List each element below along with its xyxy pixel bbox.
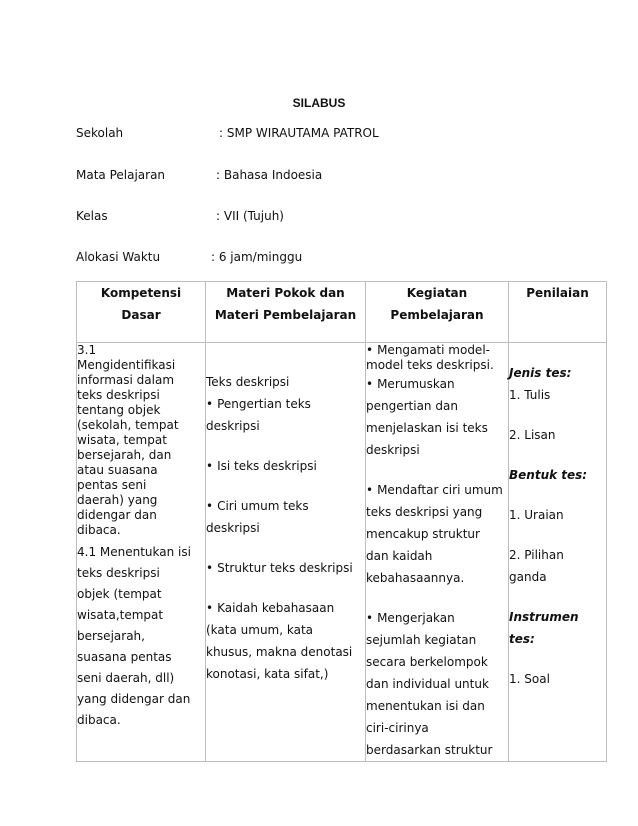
text-line: deskripsi	[206, 521, 260, 535]
bullet-item: • Mengamati model-	[366, 343, 508, 358]
header-materi	[206, 282, 366, 343]
text-line: 2. Lisan	[509, 428, 556, 442]
text-line: pentas seni	[77, 478, 147, 492]
header-line: Materi Pembelajaran	[214, 308, 357, 322]
text-line: 3.1	[77, 343, 97, 357]
text-line: dibaca.	[77, 523, 121, 537]
text-line: kebahasaannya.	[366, 571, 465, 585]
text-line: deskripsi	[206, 419, 260, 433]
text-line: (kata umum, kata	[206, 623, 314, 637]
text-line: tentang objek	[77, 403, 161, 417]
text-line: teks deskripsi	[77, 388, 160, 402]
text-line: Teks deskripsi	[206, 375, 290, 389]
header-kompetensi	[77, 282, 206, 343]
instrumen-tes-label: Instrumen	[509, 610, 579, 624]
text-line: wisata, tempat	[77, 433, 167, 447]
bullet-item: • Mendaftar ciri umum	[366, 479, 508, 501]
text-line: 2. Pilihan	[509, 548, 564, 562]
text-line: atau suasana	[77, 463, 158, 477]
header-line: Dasar	[121, 308, 161, 322]
jenis-tes-label: Jenis tes:	[509, 366, 572, 380]
text-line: 1. Tulis	[509, 388, 551, 402]
text-line: dan kaidah	[366, 549, 433, 563]
table-row	[77, 343, 607, 762]
text-line: menjelaskan isi teks	[366, 421, 488, 435]
info-label: Sekolah	[76, 126, 124, 140]
info-label: Kelas	[76, 209, 108, 223]
text-line: ganda	[509, 570, 547, 584]
header-kegiatan	[366, 282, 509, 343]
info-value: : SMP WIRAUTAMA PATROL	[219, 126, 379, 140]
text-line: teks deskripsi	[77, 566, 160, 580]
header-line: Pembelajaran	[390, 308, 484, 322]
text-line: menentukan isi dan	[366, 699, 485, 713]
text-line: konotasi, kata sifat,)	[206, 667, 329, 681]
text-line: ciri-cirinya	[366, 721, 429, 735]
text-line: dan individual untuk	[366, 677, 489, 691]
text-line: suasana pentas	[77, 650, 172, 664]
instrumen-tes-label: tes:	[509, 632, 535, 646]
text-line: 1. Soal	[509, 672, 550, 686]
text-line: bersejarah, dan	[77, 448, 172, 462]
bullet-item: • Pengertian teks	[206, 393, 365, 415]
text-line: wisata,tempat	[77, 608, 164, 622]
info-value: : VII (Tujuh)	[216, 209, 284, 223]
text-line: daerah) yang	[77, 493, 158, 507]
header-line: Penilaian	[526, 286, 589, 300]
header-penilaian	[509, 282, 607, 343]
bullet-item: • Struktur teks deskripsi	[206, 557, 365, 579]
info-label: Mata Pelajaran	[76, 168, 166, 182]
header-line: Kompetensi	[100, 286, 182, 300]
header-line: Materi Pokok dan	[226, 286, 345, 300]
text-line: mencakup struktur	[366, 527, 480, 541]
cell-kegiatan	[366, 343, 509, 762]
text-line: model teks deskripsi.	[366, 358, 494, 372]
text-line: secara berkelompok	[366, 655, 488, 669]
cell-materi	[206, 343, 366, 762]
bullet-item: • Mengerjakan	[366, 607, 508, 629]
text-line: dibaca.	[77, 713, 121, 727]
page-title: SILABUS	[292, 96, 346, 110]
bullet-item: • Merumuskan	[366, 373, 508, 395]
text-line: bersejarah,	[77, 629, 145, 643]
cell-penilaian	[509, 343, 607, 762]
syllabus-table	[76, 281, 607, 762]
text-line: seni daerah, dll)	[77, 671, 175, 685]
text-line: 4.1 Menentukan isi	[77, 545, 191, 559]
text-line: didengar dan	[77, 508, 157, 522]
text-line: informasi dalam	[77, 373, 175, 387]
cell-kompetensi	[77, 343, 206, 762]
info-value: : 6 jam/minggu	[211, 250, 303, 264]
text-line: 1. Uraian	[509, 508, 564, 522]
text-line: (sekolah, tempat	[77, 418, 179, 432]
text-line: pengertian dan	[366, 399, 458, 413]
table-header-row	[77, 282, 607, 343]
info-value: : Bahasa Indoesia	[216, 168, 323, 182]
info-label: Alokasi Waktu	[76, 250, 161, 264]
text-line: yang didengar dan	[77, 692, 191, 706]
bullet-item: • Isi teks deskripsi	[206, 455, 365, 477]
text-line: deskripsi	[366, 443, 420, 457]
bentuk-tes-label: Bentuk tes:	[509, 468, 588, 482]
text-line: Mengidentifikasi	[77, 358, 176, 372]
header-line: Kegiatan	[406, 286, 468, 300]
text-line: sejumlah kegiatan	[366, 633, 477, 647]
text-line: khusus, makna denotasi	[206, 645, 353, 659]
text-line: objek (tempat	[77, 587, 162, 601]
text-line: teks deskripsi yang	[366, 505, 483, 519]
text-line: berdasarkan struktur	[366, 743, 493, 757]
bullet-item: • Ciri umum teks	[206, 495, 365, 517]
bullet-item: • Kaidah kebahasaan	[206, 597, 365, 619]
